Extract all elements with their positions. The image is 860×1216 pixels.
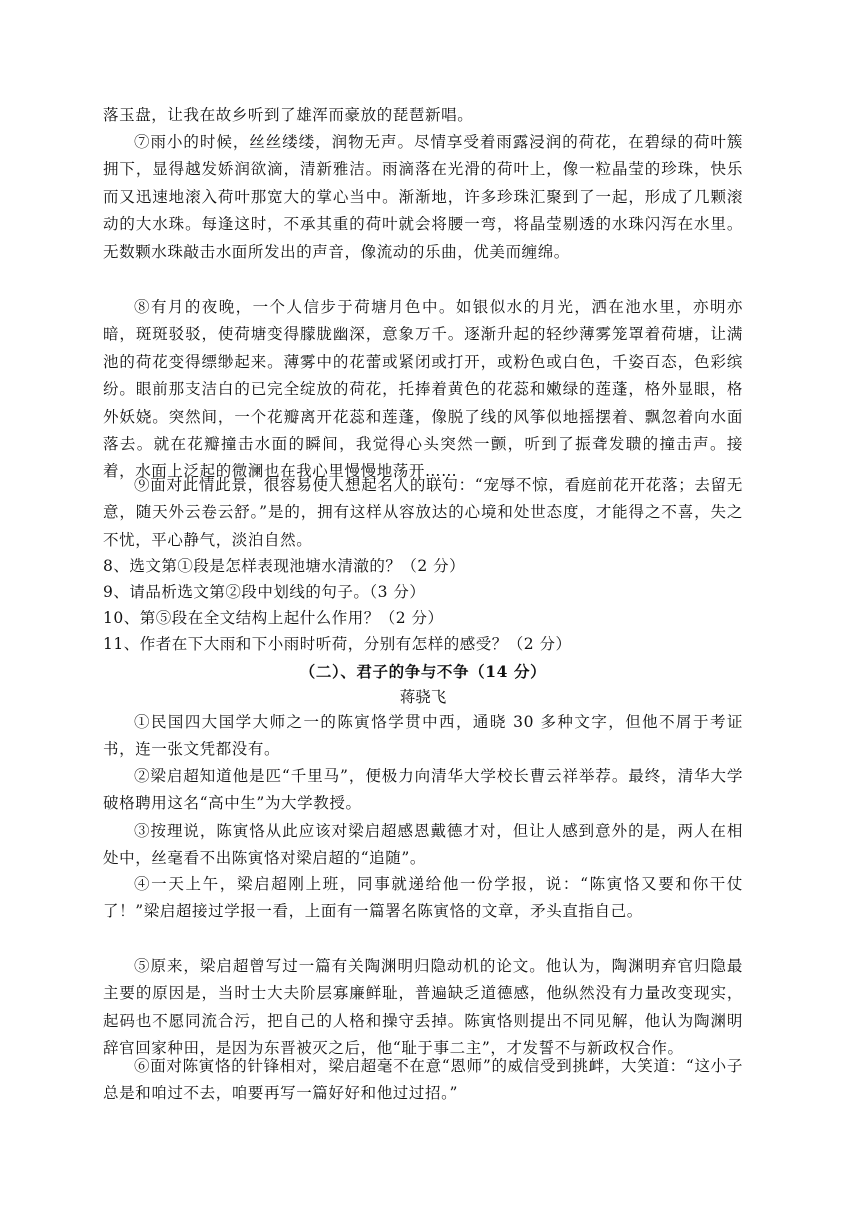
paragraph-7: ⑦雨小的时候，丝丝缕缕，润物无声。尽情享受着雨露浸润的荷花，在碧绿的荷叶簇拥下，显得越发娇润欲滴，清新雅洁。雨滴落在光滑的荷叶上，像一粒晶莹的珍珠，快乐而又迅速地滚入荷叶那宽大的掌心当中。渐渐地，许多珍珠汇聚到了一起，形成了几颗滚动的大水珠。每逢这时，不承其重的荷叶就会将腰一弯，将晶莹剔透的水珠闪泻在水里。无数颗水珠敲击水面所发出的声音，像流动的乐曲，优美而缠绵。 xyxy=(103,133,743,261)
author-name: 蒋骁飞 xyxy=(399,688,447,706)
question-9: 9、请品析选文第②段中划线的句子。（3 分） xyxy=(103,583,426,601)
paragraph-1: ①民国四大国学大师之一的陈寅恪学贯中西，通晓 30 多种文字，但他不屑于考证书，连一张文凭都没有。 xyxy=(103,713,743,759)
paragraph-8: ⑧有月的夜晚，一个人信步于荷塘月色中。如银似水的月光，洒在池水里，亦明亦暗，斑斑驳驳，使荷塘变得朦胧幽深，意象万千。逐渐升起的轻纱薄雾笼罩着荷塘，让满池的荷花变得缥缈起来。薄雾中的花蕾或紧闭或打开，或粉色或白色，千姿百态，色彩缤纷。眼前那支洁白的已完全绽放的荷花，托捧着黄色的花蕊和嫩绿的莲蓬，格外显眼，格外妖娆。突然间，一个花瓣离开花蕊和莲蓬，像脱了线的风筝似地摇摆着、飘忽着向水面落去。就在花瓣撞击水面的瞬间，我觉得心头突然一颤，听到了振聋发聩的撞击声。接着，水面上泛起的微澜也在我心里慢慢地荡开…… xyxy=(103,298,743,481)
paragraph-6: ⑥面对陈寅恪的针锋相对，梁启超毫不在意“恩师”的威信受到挑衅，大笑道：“这小子总是和咱过不去，咱要再写一篇好好和他过过招。” xyxy=(103,1057,743,1103)
question-11: 11、作者在下大雨和下小雨时听荷，分别有怎样的感受？（2 分） xyxy=(103,635,572,653)
question-10: 10、第⑤段在全文结构上起什么作用？（2 分） xyxy=(103,609,444,627)
paragraph-3: ③按理说，陈寅恪从此应该对梁启超感恩戴德才对，但让人感到意外的是，两人在相处中，丝毫看不出陈寅恪对梁启超的“追随”。 xyxy=(103,822,743,868)
question-8: 8、选文第①段是怎样表现池塘水清澈的？（2 分） xyxy=(103,557,466,575)
section-title: （二）、君子的争与不争（14 分） xyxy=(299,662,547,681)
paragraph-9: ⑨面对此情此景，很容易使人想起名人的联句：“宠辱不惊，看庭前花开花落；去留无意，随天外云卷云舒。”是的，拥有这样从容放达的心境和处世态度，才能得之不喜，失之不忧，平心静气，淡泊自然。 xyxy=(103,476,743,549)
paragraph-2: ②梁启超知道他是匹“千里马”，便极力向清华大学校长曹云祥举荐。最终，清华大学破格聘用这名“高中生”为大学教授。 xyxy=(103,767,743,813)
paragraph-5: ⑤原来，梁启超曾写过一篇有关陶渊明归隐动机的论文。他认为，陶渊明弃官归隐最主要的原因是，当时士大夫阶层寡廉鲜耻，普遍缺乏道德感，他纵然没有力量改变现实，起码也不愿同流合污，把自己的人格和操守丢掉。陈寅恪则提出不同见解，他认为陶渊明辞官回家种田，是因为东晋被灭之后，他“耻于事二主”，才发誓不与新政权合作。 xyxy=(103,957,743,1058)
paragraph-continuation: 落玉盘，让我在故乡听到了雄浑而豪放的琵琶新唱。 xyxy=(103,106,474,124)
paragraph-4: ④一天上午，梁启超刚上班，同事就递给他一份学报，说：“陈寅恪又要和你干仗了！”梁启超接过学报一看，上面有一篇署名陈寅恪的文章，矛头直指自己。 xyxy=(103,875,743,921)
